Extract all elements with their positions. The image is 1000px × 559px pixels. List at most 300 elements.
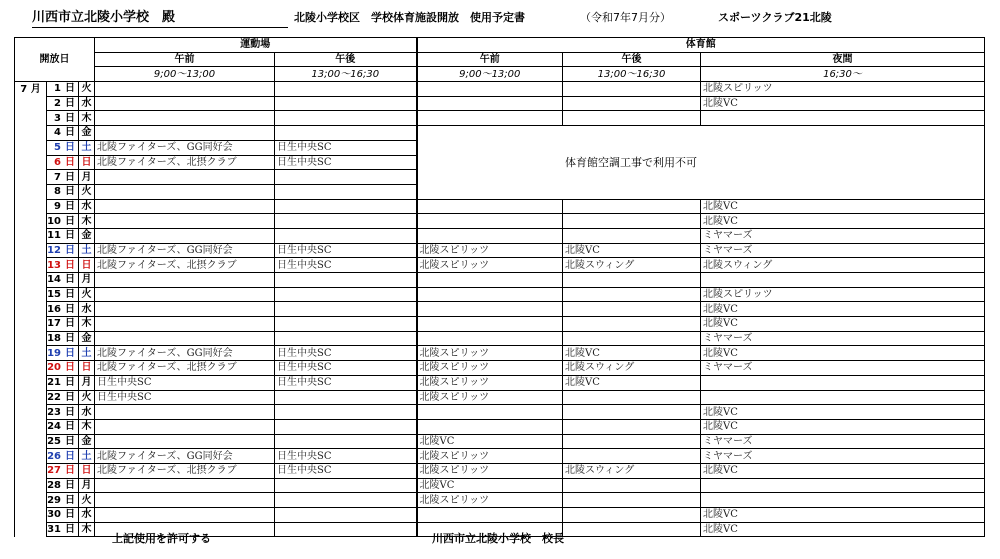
gym-night-cell: ミヤマーズ <box>701 361 985 376</box>
ground-afternoon-cell <box>275 302 417 317</box>
ground-afternoon-cell: 日生中央SC <box>275 258 417 273</box>
gym-night-cell: 北陵VC <box>701 302 985 317</box>
table-row <box>15 302 985 317</box>
ground-morning-cell <box>95 508 275 523</box>
gym-afternoon-cell <box>563 493 701 508</box>
table-row <box>15 449 985 464</box>
table-row <box>15 228 985 243</box>
gym-night-cell: 北陵VC <box>701 214 985 229</box>
day-of-week: 日 <box>79 463 95 478</box>
ground-morning-cell: 北陵ファイターズ、北摂クラブ <box>95 361 275 376</box>
day-number-value: 10 <box>47 215 61 227</box>
day-number <box>47 493 79 508</box>
table-row <box>15 375 985 390</box>
day-of-week: 火 <box>79 390 95 405</box>
gym-morning-header: 午前 <box>417 52 563 67</box>
gym-afternoon-cell <box>563 96 701 111</box>
ground-afternoon-cell <box>275 126 417 141</box>
day-unit: 日 <box>65 156 75 168</box>
ground-afternoon-cell <box>275 317 417 332</box>
ground-morning-cell: 北陵ファイターズ、北摂クラブ <box>95 155 275 170</box>
ground-morning-cell <box>95 214 275 229</box>
day-number-value: 23 <box>47 406 61 418</box>
table-row <box>15 493 985 508</box>
gym-night-cell: ミヤマーズ <box>701 331 985 346</box>
day-number-value: 30 <box>47 509 61 521</box>
day-unit: 日 <box>65 494 75 506</box>
gym-afternoon-cell <box>563 478 701 493</box>
ground-morning-cell: 日生中央SC <box>95 375 275 390</box>
ground-morning-cell <box>95 478 275 493</box>
day-unit: 日 <box>65 200 75 212</box>
addressee: 川西市立北陵小学校 殿 <box>32 5 288 28</box>
gym-morning-cell: 北陵VC <box>417 434 563 449</box>
table-row <box>15 287 985 302</box>
gym-morning-cell <box>417 199 563 214</box>
gym-night-cell: 北陵VC <box>701 522 985 537</box>
day-number-value: 12 <box>47 244 61 256</box>
gym-night-header: 夜間 <box>701 52 985 67</box>
day-of-week: 土 <box>79 140 95 155</box>
day-number <box>47 522 79 537</box>
month-cell <box>15 361 47 376</box>
day-number <box>47 302 79 317</box>
ground-afternoon-time: 13;00～16;30 <box>275 67 417 82</box>
month-cell <box>15 170 47 185</box>
ground-afternoon-cell <box>275 478 417 493</box>
day-number-value: 25 <box>47 435 61 447</box>
day-unit: 日 <box>65 318 75 330</box>
day-of-week: 金 <box>79 331 95 346</box>
day-unit: 日 <box>65 333 75 345</box>
ground-afternoon-cell: 日生中央SC <box>275 346 417 361</box>
gym-afternoon-cell <box>563 317 701 332</box>
ground-morning-cell <box>95 493 275 508</box>
ground-afternoon-cell <box>275 111 417 126</box>
ground-morning-cell <box>95 287 275 302</box>
day-unit: 日 <box>65 259 75 271</box>
gym-afternoon-header: 午後 <box>563 52 701 67</box>
gym-morning-cell <box>417 228 563 243</box>
month-cell <box>15 273 47 288</box>
gym-morning-cell: 北陵スピリッツ <box>417 390 563 405</box>
ground-morning-cell: 北陵ファイターズ、GG同好会 <box>95 346 275 361</box>
month-cell <box>15 258 47 273</box>
gym-morning-time: 9;00～13;00 <box>417 67 563 82</box>
day-number <box>47 449 79 464</box>
gym-night-cell: 北陵VC <box>701 317 985 332</box>
day-number-value: 3 <box>54 112 61 124</box>
day-number <box>47 126 79 141</box>
day-unit: 日 <box>65 186 75 198</box>
gym-afternoon-cell <box>563 419 701 434</box>
day-number-value: 11 <box>47 230 61 242</box>
month-cell <box>15 478 47 493</box>
principal-signature: 川西市立北陵小学校 校長 <box>432 532 564 545</box>
gym-morning-cell: 北陵スピリッツ <box>417 375 563 390</box>
ground-morning-cell: 北陵ファイターズ、GG同好会 <box>95 449 275 464</box>
day-number-value: 8 <box>54 186 61 198</box>
ground-afternoon-cell <box>275 199 417 214</box>
gym-morning-cell <box>417 273 563 288</box>
day-number-value: 21 <box>47 377 61 389</box>
day-unit: 日 <box>65 479 75 491</box>
ground-morning-cell: 日生中央SC <box>95 390 275 405</box>
ground-afternoon-cell <box>275 331 417 346</box>
gym-afternoon-cell <box>563 434 701 449</box>
month-cell <box>15 449 47 464</box>
day-number-value: 2 <box>54 98 61 110</box>
gym-afternoon-cell <box>563 522 701 537</box>
day-number-value: 9 <box>54 200 61 212</box>
gym-afternoon-cell <box>563 390 701 405</box>
day-number-value: 7 <box>54 171 61 183</box>
month-cell <box>15 493 47 508</box>
gym-afternoon-cell <box>563 331 701 346</box>
table-row <box>15 331 985 346</box>
table-row <box>15 96 985 111</box>
month-cell <box>15 96 47 111</box>
gym-afternoon-cell: 北陵スウィング <box>563 258 701 273</box>
day-unit: 日 <box>65 98 75 110</box>
gym-afternoon-cell <box>563 82 701 97</box>
gym-afternoon-cell <box>563 228 701 243</box>
period-label: （令和7年7月分） <box>580 11 671 24</box>
day-unit: 日 <box>65 465 75 477</box>
day-number-value: 16 <box>47 303 61 315</box>
day-number-value: 17 <box>47 318 61 330</box>
gym-afternoon-time: 13;00～16;30 <box>563 67 701 82</box>
gym-morning-cell: 北陵スピリッツ <box>417 449 563 464</box>
day-unit: 日 <box>65 215 75 227</box>
day-number <box>47 82 79 97</box>
ground-morning-cell <box>95 184 275 199</box>
ground-morning-cell <box>95 199 275 214</box>
day-number-value: 19 <box>47 347 61 359</box>
day-of-week: 水 <box>79 96 95 111</box>
day-number <box>47 390 79 405</box>
day-of-week: 水 <box>79 508 95 523</box>
gym-night-cell: ミヤマーズ <box>701 243 985 258</box>
day-number-value: 18 <box>47 333 61 345</box>
month-cell <box>15 434 47 449</box>
month-label: 7 月 <box>15 82 47 97</box>
day-number-value: 20 <box>47 362 61 374</box>
gym-closed-note-text: 体育館空調工事で利用不可 <box>565 155 697 169</box>
day-of-week: 月 <box>79 478 95 493</box>
table-row <box>15 419 985 434</box>
day-unit: 日 <box>65 303 75 315</box>
ground-header: 運動場 <box>95 38 417 53</box>
ground-afternoon-cell: 日生中央SC <box>275 243 417 258</box>
gym-night-cell <box>701 273 985 288</box>
ground-morning-cell <box>95 419 275 434</box>
day-number <box>47 170 79 185</box>
month-cell <box>15 126 47 141</box>
gym-night-cell: 北陵VC <box>701 405 985 420</box>
day-of-week: 日 <box>79 361 95 376</box>
day-number-value: 31 <box>47 524 61 536</box>
day-of-week: 日 <box>79 258 95 273</box>
ground-afternoon-cell: 日生中央SC <box>275 449 417 464</box>
day-of-week: 木 <box>79 214 95 229</box>
month-cell <box>15 228 47 243</box>
gym-night-cell: ミヤマーズ <box>701 434 985 449</box>
day-of-week: 土 <box>79 346 95 361</box>
day-of-week: 水 <box>79 199 95 214</box>
month-cell <box>15 375 47 390</box>
day-number <box>47 111 79 126</box>
ground-afternoon-cell: 日生中央SC <box>275 140 417 155</box>
day-number <box>47 140 79 155</box>
day-number <box>47 155 79 170</box>
table-row <box>15 273 985 288</box>
month-cell <box>15 243 47 258</box>
gym-header: 体育館 <box>417 38 985 53</box>
gym-night-cell: ミヤマーズ <box>701 228 985 243</box>
day-unit: 日 <box>65 171 75 183</box>
ground-morning-cell <box>95 405 275 420</box>
month-cell <box>15 419 47 434</box>
day-of-week: 金 <box>79 228 95 243</box>
ground-afternoon-cell: 日生中央SC <box>275 463 417 478</box>
gym-afternoon-cell: 北陵VC <box>563 243 701 258</box>
gym-morning-cell: 北陵スピリッツ <box>417 493 563 508</box>
ground-morning-cell <box>95 273 275 288</box>
day-number <box>47 317 79 332</box>
month-cell <box>15 111 47 126</box>
gym-morning-cell <box>417 214 563 229</box>
open-day-header: 開放日 <box>15 38 95 82</box>
ground-afternoon-cell <box>275 170 417 185</box>
gym-morning-cell <box>417 419 563 434</box>
day-unit: 日 <box>65 142 75 154</box>
day-of-week: 土 <box>79 243 95 258</box>
day-unit: 日 <box>65 421 75 433</box>
ground-afternoon-cell <box>275 82 417 97</box>
day-number <box>47 361 79 376</box>
gym-morning-cell: 北陵スピリッツ <box>417 258 563 273</box>
gym-night-cell <box>701 111 985 126</box>
day-number <box>47 419 79 434</box>
table-row <box>15 390 985 405</box>
day-of-week: 金 <box>79 126 95 141</box>
gym-night-cell: 北陵VC <box>701 463 985 478</box>
ground-afternoon-cell <box>275 434 417 449</box>
ground-afternoon-cell <box>275 522 417 537</box>
month-cell <box>15 302 47 317</box>
day-of-week: 日 <box>79 155 95 170</box>
day-unit: 日 <box>65 83 75 95</box>
table-row <box>15 346 985 361</box>
ground-afternoon-cell: 日生中央SC <box>275 375 417 390</box>
month-cell <box>15 184 47 199</box>
day-of-week: 土 <box>79 449 95 464</box>
gym-night-cell: 北陵VC <box>701 96 985 111</box>
month-cell <box>15 390 47 405</box>
gym-morning-cell <box>417 508 563 523</box>
organization-name: スポーツクラブ21北陵 <box>718 11 832 24</box>
month-cell <box>15 155 47 170</box>
gym-afternoon-cell <box>563 199 701 214</box>
month-cell <box>15 317 47 332</box>
ground-afternoon-cell <box>275 228 417 243</box>
gym-afternoon-cell: 北陵スウィング <box>563 463 701 478</box>
month-cell <box>15 405 47 420</box>
day-number-value: 6 <box>54 156 61 168</box>
table-row <box>15 258 985 273</box>
gym-afternoon-cell: 北陵VC <box>563 375 701 390</box>
table-row <box>15 317 985 332</box>
day-number <box>47 214 79 229</box>
ground-afternoon-cell <box>275 273 417 288</box>
day-number-value: 29 <box>47 494 61 506</box>
day-unit: 日 <box>65 362 75 374</box>
gym-morning-cell: 北陵VC <box>417 478 563 493</box>
day-number <box>47 478 79 493</box>
gym-morning-cell: 北陵スピリッツ <box>417 463 563 478</box>
gym-morning-cell: 北陵スピリッツ <box>417 243 563 258</box>
day-of-week: 月 <box>79 170 95 185</box>
gym-afternoon-cell <box>563 214 701 229</box>
ground-morning-cell: 北陵ファイターズ、北摂クラブ <box>95 258 275 273</box>
ground-morning-header: 午前 <box>95 52 275 67</box>
ground-afternoon-cell: 日生中央SC <box>275 361 417 376</box>
day-number <box>47 228 79 243</box>
day-of-week: 月 <box>79 273 95 288</box>
table-row <box>15 463 985 478</box>
gym-afternoon-cell <box>563 405 701 420</box>
day-unit: 日 <box>65 406 75 418</box>
day-of-week: 火 <box>79 184 95 199</box>
gym-night-cell: 北陵VC <box>701 346 985 361</box>
month-cell <box>15 140 47 155</box>
day-of-week: 火 <box>79 287 95 302</box>
ground-afternoon-cell <box>275 287 417 302</box>
day-number-value: 5 <box>54 142 61 154</box>
table-row <box>15 405 985 420</box>
day-unit: 日 <box>65 112 75 124</box>
table-row <box>15 126 985 141</box>
gym-afternoon-cell: 北陵VC <box>563 346 701 361</box>
day-number-value: 14 <box>47 274 61 286</box>
gym-morning-cell <box>417 96 563 111</box>
table-row <box>15 82 985 97</box>
day-of-week: 木 <box>79 317 95 332</box>
ground-morning-cell <box>95 170 275 185</box>
gym-morning-cell <box>417 82 563 97</box>
gym-night-time: 16;30～ <box>701 67 985 82</box>
ground-afternoon-cell <box>275 493 417 508</box>
day-unit: 日 <box>65 435 75 447</box>
gym-afternoon-cell <box>563 508 701 523</box>
ground-afternoon-cell <box>275 419 417 434</box>
table-row <box>15 434 985 449</box>
table-row <box>15 214 985 229</box>
ground-afternoon-cell <box>275 96 417 111</box>
gym-night-cell <box>701 390 985 405</box>
approval-text: 上記使用を許可する <box>112 532 211 545</box>
day-number-value: 15 <box>47 289 61 301</box>
ground-morning-cell: 北陵ファイターズ、北摂クラブ <box>95 463 275 478</box>
day-unit: 日 <box>65 347 75 359</box>
day-unit: 日 <box>65 391 75 403</box>
ground-morning-cell <box>95 126 275 141</box>
day-unit: 日 <box>65 509 75 521</box>
gym-morning-cell: 北陵スピリッツ <box>417 361 563 376</box>
ground-morning-cell <box>95 434 275 449</box>
day-number <box>47 96 79 111</box>
ground-morning-cell <box>95 111 275 126</box>
day-number-value: 26 <box>47 450 61 462</box>
table-row <box>15 199 985 214</box>
day-of-week: 木 <box>79 419 95 434</box>
day-unit: 日 <box>65 127 75 139</box>
gym-morning-cell <box>417 405 563 420</box>
ground-afternoon-header: 午後 <box>275 52 417 67</box>
day-number <box>47 375 79 390</box>
ground-morning-time: 9;00～13;00 <box>95 67 275 82</box>
gym-morning-cell <box>417 287 563 302</box>
ground-afternoon-cell <box>275 390 417 405</box>
schedule-table <box>14 37 985 537</box>
day-number <box>47 508 79 523</box>
ground-morning-cell <box>95 228 275 243</box>
month-cell <box>15 287 47 302</box>
gym-afternoon-cell <box>563 287 701 302</box>
ground-morning-cell: 北陵ファイターズ、GG同好会 <box>95 140 275 155</box>
gym-closed-note <box>417 126 701 199</box>
gym-night-cell: 北陵VC <box>701 508 985 523</box>
month-cell <box>15 522 47 537</box>
gym-afternoon-cell: 北陵スウィング <box>563 361 701 376</box>
month-cell <box>15 214 47 229</box>
ground-afternoon-cell <box>275 405 417 420</box>
gym-night-cell: 北陵スウィング <box>701 258 985 273</box>
day-number-value: 4 <box>54 127 61 139</box>
ground-morning-cell <box>95 96 275 111</box>
ground-morning-cell <box>95 302 275 317</box>
month-cell <box>15 508 47 523</box>
day-of-week: 火 <box>79 82 95 97</box>
document-title: 北陵小学校区 学校体育施設開放 使用予定書 <box>294 11 525 24</box>
month-cell <box>15 346 47 361</box>
day-unit: 日 <box>65 244 75 256</box>
day-number-value: 22 <box>47 391 61 403</box>
day-of-week: 木 <box>79 522 95 537</box>
gym-night-cell <box>701 375 985 390</box>
ground-morning-cell: 北陵ファイターズ、GG同好会 <box>95 243 275 258</box>
gym-morning-cell: 北陵スピリッツ <box>417 346 563 361</box>
gym-night-cell: ミヤマーズ <box>701 449 985 464</box>
gym-night-cell: 北陵VC <box>701 419 985 434</box>
day-number <box>47 184 79 199</box>
gym-afternoon-cell <box>563 273 701 288</box>
gym-morning-cell <box>417 111 563 126</box>
ground-afternoon-cell <box>275 214 417 229</box>
day-number <box>47 463 79 478</box>
gym-morning-cell <box>417 302 563 317</box>
gym-night-cell: 北陵スピリッツ <box>701 82 985 97</box>
day-number <box>47 346 79 361</box>
day-unit: 日 <box>65 230 75 242</box>
ground-morning-cell <box>95 317 275 332</box>
table-row <box>15 111 985 126</box>
day-number-value: 28 <box>47 479 61 491</box>
gym-night-cell <box>701 493 985 508</box>
gym-afternoon-cell <box>563 111 701 126</box>
month-cell <box>15 199 47 214</box>
